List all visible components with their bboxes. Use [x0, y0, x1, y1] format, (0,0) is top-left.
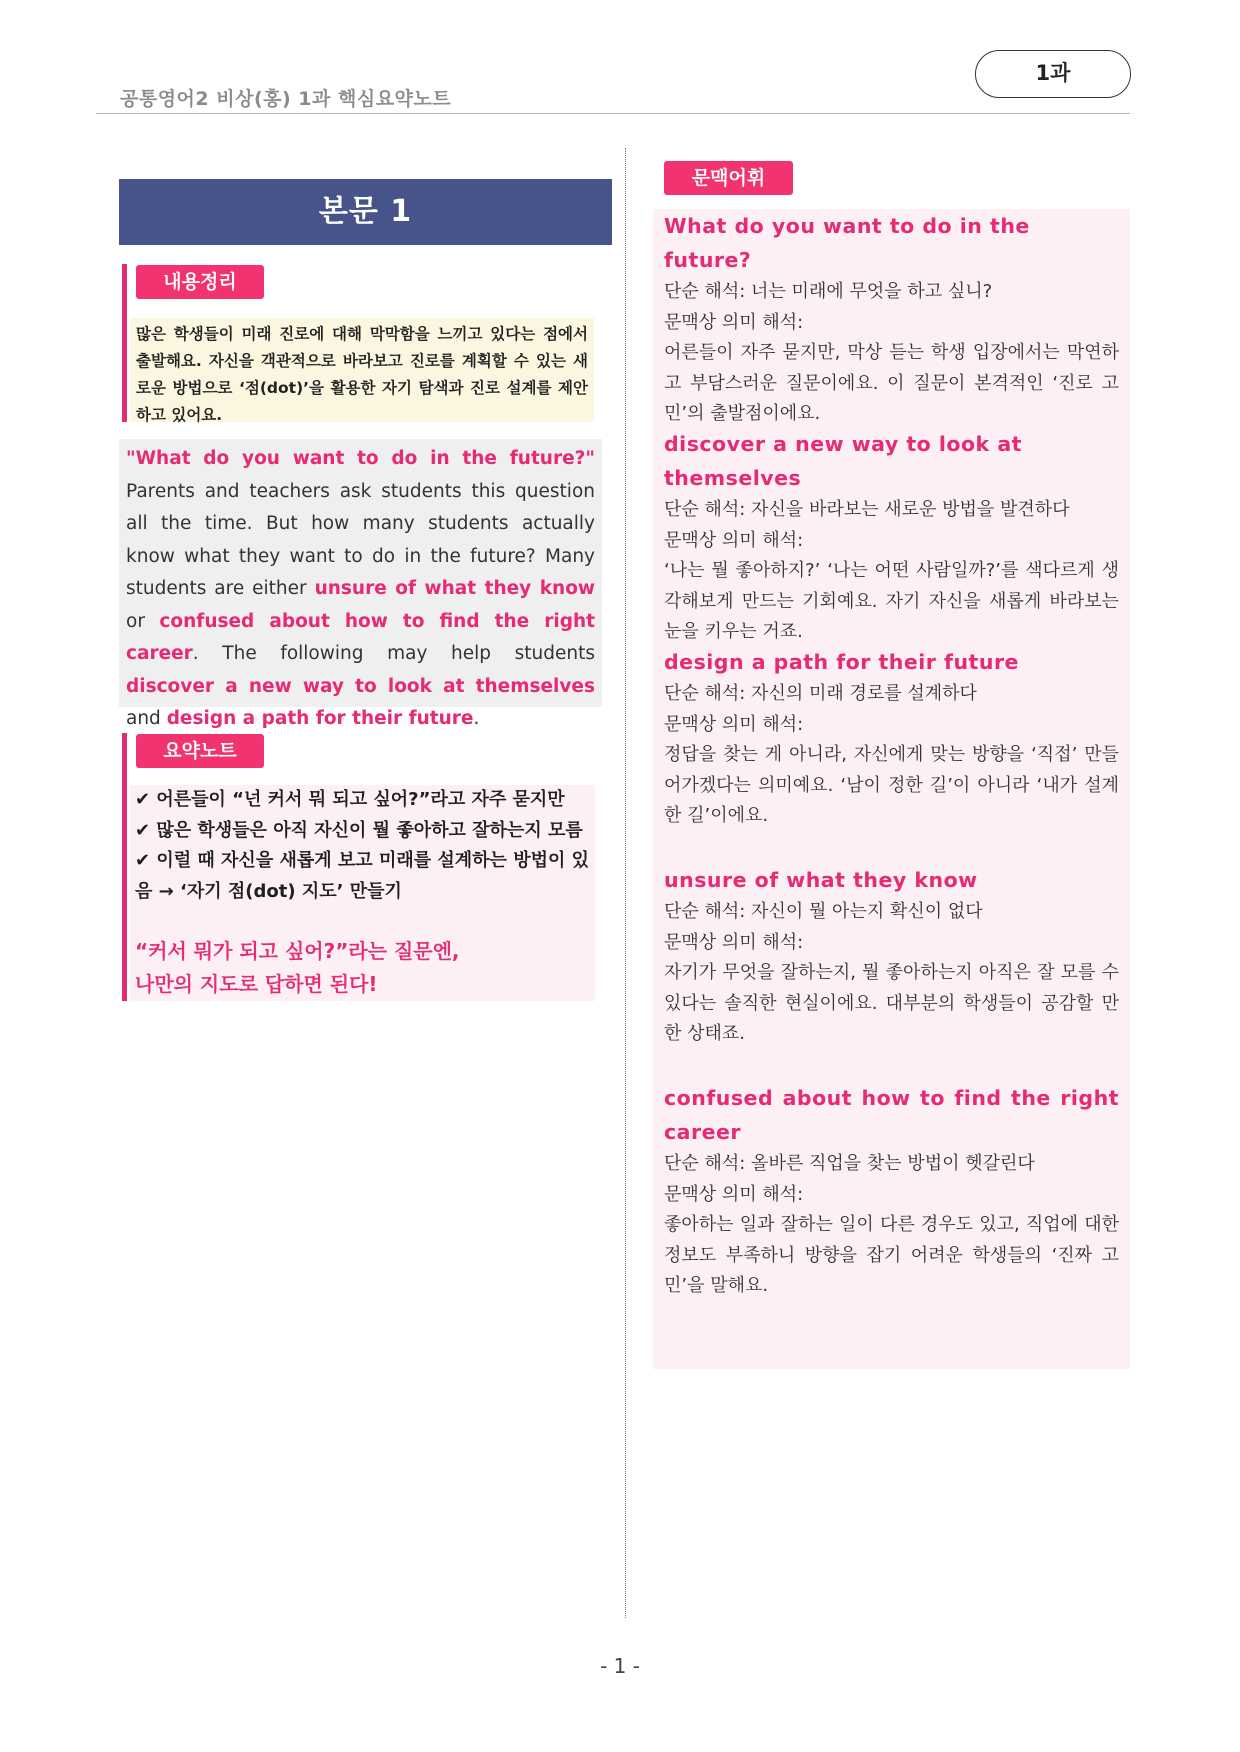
vocab-context: ‘나는 뭘 좋아하지?’ ‘나는 어떤 사람일까?’를 색다르게 생각해보게 만드는 기회예요. 자기 자신을 새롭게 바라보는 눈을 키우는 거죠.	[664, 560, 1119, 642]
summary-note-line: ✔ 이럴 때 자신을 새롭게 보고 미래를 설계하는 방법이 있음 → ‘자기 점(dot) 지도’ 만들기	[135, 850, 590, 902]
vocab-literal: 단순 해석: 자신이 뭘 아는지 확신이 없다	[664, 901, 983, 922]
vocab-term: What do you want to do in the future?	[664, 214, 1030, 272]
vocab-context-label: 문맥상 의미 해석:	[664, 1183, 804, 1205]
passage-segment: . The following may help students	[192, 643, 595, 664]
vocab-entry	[664, 209, 1119, 430]
section-banner: 본문 1	[119, 179, 612, 245]
content-summary-tag: 내용정리	[136, 265, 264, 299]
summary-note-line: ✔ 어른들이 “넌 커서 뭐 되고 싶어?”라고 자주 묻지만	[135, 789, 565, 810]
vocab-context: 자기가 무엇을 잘하는지, 뭘 좋아하는지 아직은 잘 모를 수 있다는 솔직한 현실이에요. 대부분의 학생들이 공감할 만한 상태죠.	[664, 962, 1119, 1044]
summary-note-accent-bar	[122, 733, 127, 1001]
passage-segment: .	[473, 708, 480, 729]
vocab-context-label: 문맥상 의미 해석:	[664, 311, 804, 333]
passage-question: "What do you want to do in the future?"	[126, 448, 595, 469]
column-divider	[625, 148, 626, 1618]
summary-note-box	[130, 785, 595, 1001]
vocab-term: design a path for their future	[664, 650, 1019, 674]
passage-highlight: unsure of what they know	[314, 578, 595, 599]
context-vocab-tag: 문맥어휘	[664, 161, 793, 195]
summary-note-highlight: “커서 뭐가 되고 싶어?”라는 질문엔,	[135, 939, 460, 963]
vocab-term: confused about how to find the right career	[664, 1086, 1119, 1144]
vocab-literal: 단순 해석: 자신의 미래 경로를 설계하다	[664, 683, 977, 704]
passage-segment: and	[126, 708, 167, 729]
vocab-entry	[664, 863, 1119, 1050]
passage-highlight: design a path for their future	[166, 708, 474, 729]
vocab-entry	[664, 1081, 1119, 1302]
vocab-entry	[664, 427, 1119, 648]
vocab-literal: 단순 해석: 올바른 직업을 찾는 방법이 헷갈린다	[664, 1153, 1035, 1174]
summary-note-tag: 요약노트	[136, 734, 264, 768]
vocab-context: 어른들이 자주 묻지만, 막상 듣는 학생 입장에서는 막연하고 부담스러운 질문이에요. 이 질문이 본격적인 ‘진로 고민’의 출발점이에요.	[664, 342, 1119, 424]
document-title: 공통영어2 비상(홍) 1과 핵심요약노트	[120, 88, 452, 110]
header-divider	[96, 113, 1130, 114]
vocab-context: 좋아하는 일과 잘하는 일이 다른 경우도 있고, 직업에 대한 정보도 부족하니 방향을 잡기 어려운 학생들의 ‘진짜 고민’을 말해요.	[664, 1214, 1119, 1296]
content-summary-text: 많은 학생들이 미래 진로에 대해 막막함을 느끼고 있다는 점에서 출발해요. 자신을 객관적으로 바라보고 진로를 계획할 수 있는 새로운 방법으로 ‘점(dot)’을 활용한 자기 탐색과 진로 설계를 제안하고 있어요.	[130, 318, 594, 422]
summary-note-highlight: 나만의 지도로 답하면 된다!	[135, 972, 378, 996]
passage-highlight: confused about how to find the right career	[126, 610, 595, 664]
passage-highlight: discover a new way to look at themselves	[126, 675, 595, 697]
vocab-term: unsure of what they know	[664, 868, 978, 892]
passage-text	[119, 439, 602, 729]
summary-note-line: ✔ 많은 학생들은 아직 자신이 뭘 좋아하고 잘하는지 모름	[135, 819, 583, 841]
vocab-literal: 단순 해석: 자신을 바라보는 새로운 방법을 발견하다	[664, 499, 1070, 520]
vocab-context-label: 문맥상 의미 해석:	[664, 529, 804, 551]
vocab-context-label: 문맥상 의미 해석:	[664, 713, 804, 735]
vocab-context-label: 문맥상 의미 해석:	[664, 931, 804, 953]
passage-segment: or	[126, 610, 160, 632]
passage-segment: Parents and teachers ask students this question all the time. But how many students actually know what they want to do in the future? Many students are either	[126, 480, 595, 599]
vocab-literal: 단순 해석: 너는 미래에 무엇을 하고 싶니?	[664, 281, 993, 302]
content-summary-accent-bar	[122, 264, 127, 422]
vocab-term: discover a new way to look at themselves	[664, 432, 1022, 490]
lesson-badge: 1과	[975, 50, 1131, 98]
vocab-context: 정답을 찾는 게 아니라, 자신에게 맞는 방향을 ‘직접’ 만들어가겠다는 의미예요. ‘남이 정한 길’이 아니라 ‘내가 설계한 길’이에요.	[664, 744, 1119, 826]
vocab-entry	[664, 645, 1119, 832]
context-vocab-box	[653, 209, 1130, 1369]
page-number: - 1 -	[600, 1654, 640, 1678]
